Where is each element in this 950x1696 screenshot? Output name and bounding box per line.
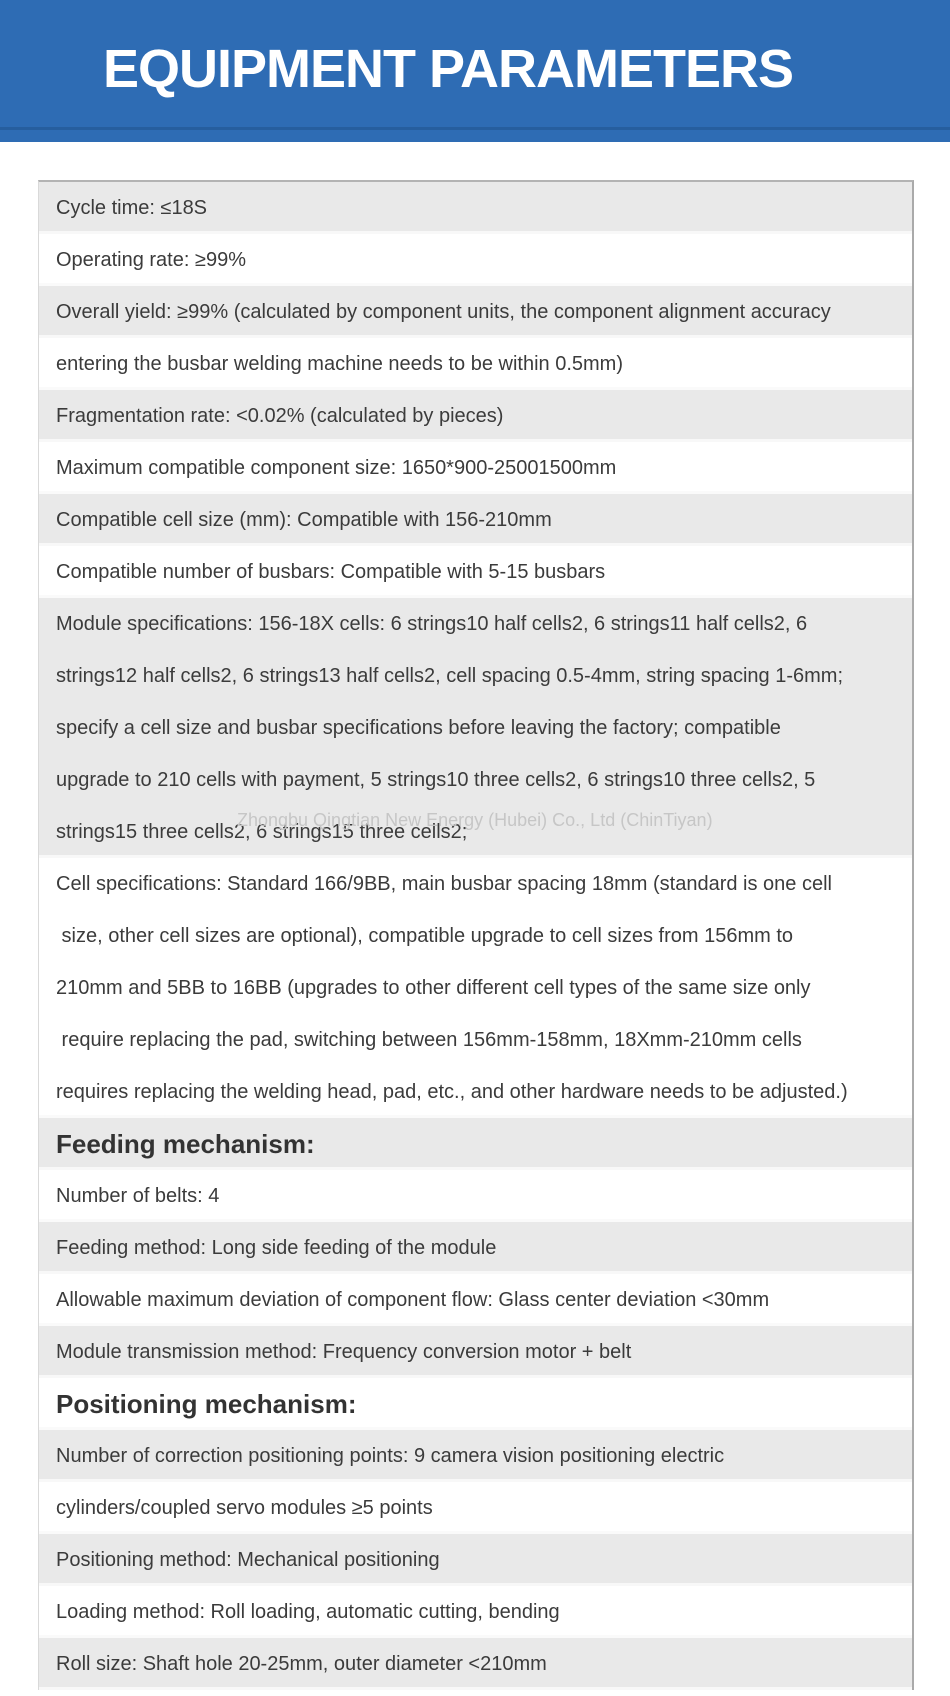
spec-line: strings15 three cells2, 6 strings15 three cells2; (56, 821, 468, 843)
spec-line: Feeding method: Long side feeding of the module (56, 1237, 497, 1259)
spec-line: Number of correction positioning points: 9 camera vision positioning electric (56, 1445, 725, 1467)
spec-line: Number of belts: 4 (56, 1185, 220, 1207)
table-row (39, 1274, 912, 1326)
spec-line: size, other cell sizes are optional), compatible upgrade to cell sizes from 156mm to (56, 925, 794, 947)
spec-line: Fragmentation rate: <0.02% (calculated by pieces) (56, 405, 504, 427)
spec-line: Compatible cell size (mm): Compatible with 156-210mm (56, 509, 552, 531)
spec-line: requires replacing the welding head, pad, etc., and other hardware needs to be adjusted.) (56, 1081, 848, 1103)
table-row (39, 546, 912, 598)
spec-line: cylinders/coupled servo modules ≥5 points (56, 1497, 433, 1519)
table-row (39, 1326, 912, 1378)
spec-line: Roll size: Shaft hole 20-25mm, outer diameter <210mm (56, 1653, 547, 1675)
banner-strip (0, 130, 950, 142)
spec-table (38, 180, 914, 1690)
section-heading-label: Feeding mechanism: (56, 1129, 315, 1159)
watermark: Zhongbu Qingtian New Energy (Hubei) Co., Ltd (ChinTiyan) (237, 810, 713, 830)
table-row (39, 1222, 912, 1274)
table-row (39, 286, 912, 338)
spec-line: strings12 half cells2, 6 strings13 half cells2, cell spacing 0.5-4mm, string spacing 1-6mm; (56, 665, 844, 687)
table-row (39, 234, 912, 286)
spec-line: Cell specifications: Standard 166/9BB, main busbar spacing 18mm (standard is one cell (56, 873, 832, 895)
page-title: EQUIPMENT PARAMETERS (103, 39, 794, 99)
section-heading-row (39, 1378, 912, 1430)
spec-line: Cycle time: ≤18S (56, 197, 208, 219)
spec-line: Compatible number of busbars: Compatible with 5-15 busbars (56, 561, 606, 583)
table-row (39, 1534, 912, 1586)
table-row (39, 1586, 912, 1638)
spec-line: 210mm and 5BB to 16BB (upgrades to other different cell types of the same size only (56, 977, 811, 999)
spec-line: Module specifications: 156-18X cells: 6 strings10 half cells2, 6 strings11 half cells2, 6 (56, 613, 808, 635)
spec-line: Operating rate: ≥99% (56, 249, 246, 271)
spec-line: Positioning method: Mechanical positioning (56, 1549, 440, 1571)
table-row (39, 338, 912, 390)
table-row (39, 1170, 912, 1222)
spec-line: specify a cell size and busbar specifications before leaving the factory; compatible (56, 717, 781, 739)
spec-line: entering the busbar welding machine needs to be within 0.5mm) (56, 353, 623, 375)
spec-line: Overall yield: ≥99% (calculated by component units, the component alignment accuracy (56, 301, 831, 323)
spec-line: Module transmission method: Frequency conversion motor + belt (56, 1341, 632, 1363)
table-row (39, 494, 912, 546)
table-row (39, 442, 912, 494)
section-heading-label: Positioning mechanism: (56, 1389, 357, 1419)
table-row (39, 1430, 912, 1482)
section-heading-row (39, 1118, 912, 1170)
spec-line: Allowable maximum deviation of component flow: Glass center deviation <30mm (56, 1289, 770, 1311)
table-row (39, 390, 912, 442)
table-row (39, 1482, 912, 1534)
table-row (39, 182, 912, 234)
spec-line: upgrade to 210 cells with payment, 5 strings10 three cells2, 6 strings10 three cells2, 5 (56, 769, 816, 791)
spec-line: Loading method: Roll loading, automatic cutting, bending (56, 1601, 560, 1623)
spec-line: require replacing the pad, switching between 156mm-158mm, 18Xmm-210mm cells (56, 1029, 802, 1051)
spec-line: Maximum compatible component size: 1650*900-25001500mm (56, 457, 617, 479)
table-row (39, 1638, 912, 1690)
table-row (39, 858, 912, 1118)
table-row (39, 598, 912, 858)
header-banner (0, 0, 950, 127)
